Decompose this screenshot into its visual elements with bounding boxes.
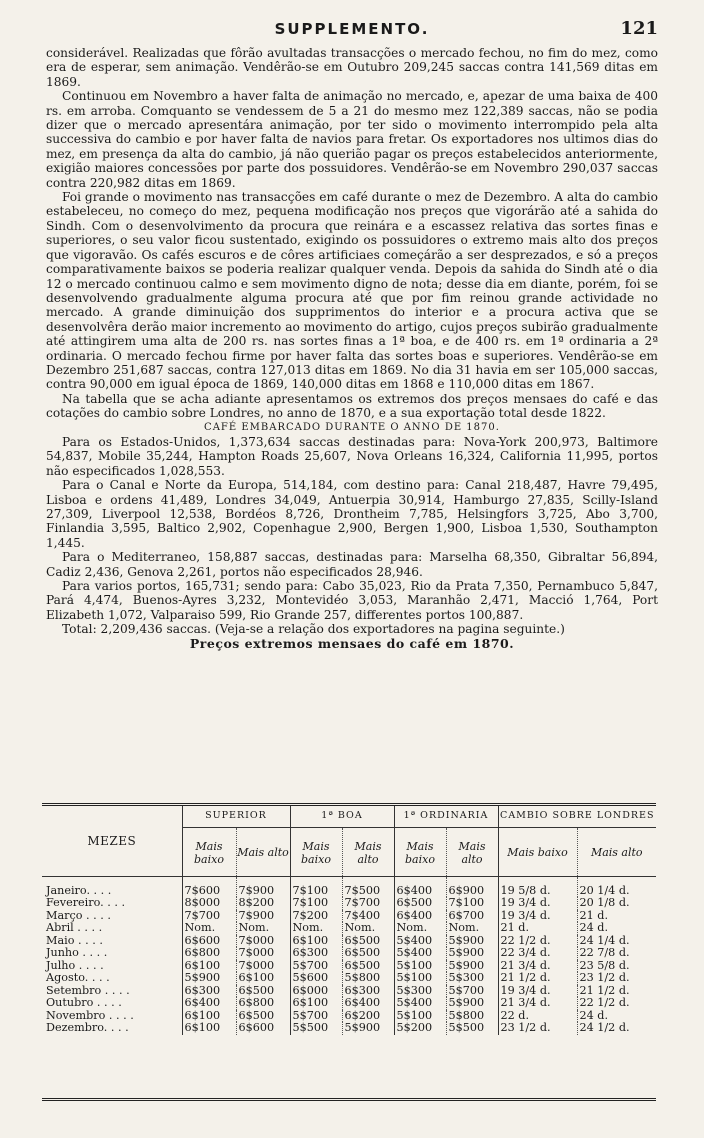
value-cell: 7$900 <box>236 910 290 923</box>
value-cell: 22 d. <box>498 1010 577 1023</box>
value-cell: 19 3/4 d. <box>498 985 577 998</box>
month-cell: Agosto. . . . <box>46 971 110 984</box>
table-title: Preços extremos mensaes do café em 1870. <box>189 635 515 651</box>
value-cell: 6$500 <box>394 897 446 910</box>
value-cell: 7$500 <box>342 876 394 897</box>
value-cell: 6$500 <box>342 947 394 960</box>
value-cell: 24 1/4 d. <box>577 935 656 948</box>
month-cell: Março . . . . <box>46 908 111 922</box>
value-cell: 7$600 <box>182 876 236 897</box>
month-cell: Junho . . . . <box>46 946 108 959</box>
value-cell: 7$700 <box>342 897 394 910</box>
value-cell: 6$100 <box>182 960 236 973</box>
value-cell: 5$300 <box>446 972 498 985</box>
value-cell: 6$500 <box>342 960 394 973</box>
value-cell: Nom. <box>236 922 290 935</box>
value-cell: Nom. <box>394 922 446 935</box>
table-row <box>42 1022 656 1035</box>
value-cell: 21 3/4 d. <box>498 997 577 1010</box>
value-cell: 22 7/8 d. <box>577 947 656 960</box>
value-cell: 6$400 <box>182 997 236 1010</box>
value-cell: Nom. <box>342 922 394 935</box>
value-cell: 21 1/2 d. <box>498 972 577 985</box>
paragraph: Foi grande o movimento nas transacções em café durante o mez de Dezembro. A alta do cambio estabeleceu, no começo do mez, pequena modificação nos preços que vigorárão até a sahida do Sindh. Com o desenvolvimento da procura que reinára e a escassez relativa das sortes finas e superiores, o seu valor ficou sustentado, exigindo os possuidores o extremo mais alto dos preços que vigoravão. Os cafés escuros e de côres artificiaes começárão a ser desprezados, e só a preços comparativamente baixos se poderia realizar qualquer venda. Depois da sahida do Sindh até o dia 12 o mercado continuou calmo e sem movimento digno de nota; desse dia em diante, porém, foi se desenvolvendo gradualmente alguma procura até que por fim reinou grande actividade no mercado. A grande diminuição dos supprimentos do interior e a procura activa que se desenvolvêra derão maior incremento ao movimento do artigo, cujos preços subirão gradualmente até attingirem uma alta de 200 rs. nas sortes finas a 1ª boa, e de 400 rs. em 1ª ordinaria a 2ª ordinaria. O mercado fechou firme por haver falta das sortes boas e superiores. Vendêrão-se em Dezembro 251,687 saccas, contra 127,013 ditas em 1869. No dia 31 havia em ser 105,000 saccas, contra 90,000 em igual época de 1869, 140,000 ditas em 1868 e 110,000 ditas em 1867. <box>46 190 658 392</box>
month-cell: Julho . . . . <box>46 958 104 972</box>
value-cell: 6$200 <box>342 1010 394 1023</box>
value-cell: 22 1/2 d. <box>577 997 656 1010</box>
month-cell: Fevereiro. . . . <box>46 896 126 909</box>
running-title: SUPPLEMENTO. <box>274 20 430 38</box>
value-cell: 8$000 <box>182 897 236 910</box>
value-cell: 5$200 <box>394 1022 446 1035</box>
body-text <box>46 46 658 651</box>
subheader-low: Mais baixo <box>394 827 446 876</box>
value-cell: Nom. <box>446 922 498 935</box>
value-cell: 22 1/2 d. <box>498 935 577 948</box>
value-cell: 5$900 <box>446 947 498 960</box>
group-header-boa: 1ª BOA <box>290 806 394 827</box>
table-row <box>42 972 656 985</box>
value-cell: 24 d. <box>577 922 656 935</box>
value-cell: 7$100 <box>290 876 342 897</box>
value-cell: 6$600 <box>236 1022 290 1035</box>
month-cell: Setembro . . . . <box>46 983 130 997</box>
value-cell: 5$100 <box>394 972 446 985</box>
value-cell: 6$600 <box>182 935 236 948</box>
value-cell: 7$100 <box>290 897 342 910</box>
section-heading: CAFÉ EMBARCADO DURANTE O ANNO DE 1870. <box>204 421 500 433</box>
value-cell: 5$500 <box>290 1022 342 1035</box>
value-cell: 5$800 <box>342 972 394 985</box>
value-cell: 6$500 <box>236 985 290 998</box>
page-number: 121 <box>620 18 658 39</box>
value-cell: 6$100 <box>182 1022 236 1035</box>
export-paragraph: Para o Mediterraneo, 158,887 saccas, destinadas para: Marselha 68,350, Gibraltar 56,894, Cadiz 2,436, Genova 2,261, portos não especificados 28,946. <box>46 550 658 579</box>
value-cell: 21 3/4 d. <box>498 960 577 973</box>
value-cell: 20 1/8 d. <box>577 897 656 910</box>
group-header-cambio: CAMBIO SOBRE LONDRES <box>498 806 656 827</box>
month-cell: Dezembro. . . . <box>46 1021 129 1034</box>
paragraph: considerável. Realizadas que fôrão avultadas transacções o mercado fechou, no fim do mez, como era de esperar, sem animação. Vendêrão-se em Outubro 209,245 saccas contra 141,569 ditas em 1869. <box>46 46 658 89</box>
group-header-superior: SUPERIOR <box>182 806 290 827</box>
value-cell: 6$000 <box>290 985 342 998</box>
month-cell: Janeiro. . . . <box>46 883 112 897</box>
export-paragraph: Para o Canal e Norte da Europa, 514,184, com destino para: Canal 218,487, Havre 79,495, Lisboa e ordens 41,489, Londres 34,049, Antuerpia 30,914, Hamburgo 27,835, Scilly-Island 27,309, Liverpool 12,538, Bordéos 8,726, Drontheim 7,785, Helsingfors 3,725, Abo 3,700, Finlandia 3,595, Baltico 2,902, Copenhague 2,900, Bergen 1,900, Lisboa 1,530, Southampton 1,445. <box>46 478 658 550</box>
value-cell: 7$000 <box>236 947 290 960</box>
value-cell: 6$800 <box>182 947 236 960</box>
value-cell: 6$700 <box>446 910 498 923</box>
value-cell: 19 3/4 d. <box>498 897 577 910</box>
value-cell: 8$200 <box>236 897 290 910</box>
value-cell: 6$100 <box>236 972 290 985</box>
value-cell: 5$100 <box>394 1010 446 1023</box>
value-cell: 24 d. <box>577 1010 656 1023</box>
price-table <box>42 806 656 1035</box>
page-header <box>46 20 658 44</box>
value-cell: 24 1/2 d. <box>577 1022 656 1035</box>
subheader-high: Mais alto <box>236 827 290 876</box>
value-cell: 5$500 <box>446 1022 498 1035</box>
table-body <box>42 876 656 1035</box>
export-paragraph: Para varios portos, 165,731; sendo para: Cabo 35,023, Rio da Prata 7,350, Pernambuco 5,847, Pará 4,474, Buenos-Ayres 3,232, Montevidéo 3,053, Maranhão 2,471, Macció 1,764, Port Elizabeth 1,072, Valparaiso 599, Rio Grande 257, differentes portos 100,887. <box>46 579 658 622</box>
table-row <box>42 922 656 935</box>
value-cell: 19 5/8 d. <box>498 876 577 897</box>
value-cell: Nom. <box>182 922 236 935</box>
column-header-months: MEZES <box>42 806 182 876</box>
value-cell: 5$900 <box>446 960 498 973</box>
value-cell: 6$500 <box>236 1010 290 1023</box>
value-cell: 7$000 <box>236 935 290 948</box>
value-cell: 5$700 <box>290 960 342 973</box>
month-cell: Abril . . . . <box>46 921 103 934</box>
value-cell: 7$700 <box>182 910 236 923</box>
value-cell: 7$000 <box>236 960 290 973</box>
value-cell: 5$700 <box>446 985 498 998</box>
value-cell: 22 3/4 d. <box>498 947 577 960</box>
subheader-low: Mais baixo <box>498 827 577 876</box>
value-cell: 6$300 <box>342 985 394 998</box>
value-cell: 5$700 <box>290 1010 342 1023</box>
paragraph: Na tabella que se acha adiante apresentamos os extremos dos preços mensaes do café e das cotações do cambio sobre Londres, no anno de 1870, e a sua exportação total desde 1822. <box>46 391 658 421</box>
value-cell: 6$900 <box>446 876 498 897</box>
value-cell: 6$100 <box>290 997 342 1010</box>
value-cell: 23 1/2 d. <box>498 1022 577 1035</box>
value-cell: 5$400 <box>394 997 446 1010</box>
value-cell: 5$900 <box>182 972 236 985</box>
value-cell: 6$400 <box>394 876 446 897</box>
table-row <box>42 897 656 910</box>
subheader-low: Mais baixo <box>290 827 342 876</box>
value-cell: 5$900 <box>446 997 498 1010</box>
subheader-low: Mais baixo <box>182 827 236 876</box>
value-cell: 6$500 <box>342 935 394 948</box>
value-cell: 23 5/8 d. <box>577 960 656 973</box>
export-paragraph: Para os Estados-Unidos, 1,373,634 saccas destinadas para: Nova-York 200,973, Baltimore 54,837, Mobile 35,244, Hampton Roads 25,607, Nova Orleans 16,324, California 11,995, portos não especificados 1,028,553. <box>46 434 658 478</box>
value-cell: 21 1/2 d. <box>577 985 656 998</box>
value-cell: 23 1/2 d. <box>577 972 656 985</box>
subheader-high: Mais alto <box>342 827 394 876</box>
month-cell: Maio . . . . <box>46 933 103 947</box>
value-cell: 6$300 <box>182 985 236 998</box>
value-cell: 5$400 <box>394 947 446 960</box>
subheader-high: Mais alto <box>577 827 656 876</box>
subheader-high: Mais alto <box>446 827 498 876</box>
value-cell: 6$800 <box>236 997 290 1010</box>
value-cell: 7$900 <box>236 876 290 897</box>
value-cell: 5$100 <box>394 960 446 973</box>
value-cell: 20 1/4 d. <box>577 876 656 897</box>
month-cell: Novembro . . . . <box>46 1008 134 1022</box>
paragraph: Continuou em Novembro a haver falta de animação no mercado, e, apezar de uma baixa de 400 rs. em arroba. Comquanto se vendessem de 5 a 21 do mesmo mez 122,389 saccas, não se podia dizer que o mercado apresentára animação, por ter sido o movimento interrompido pela alta successiva do cambio e por haver falta de navios para fretar. Os exportadores nos ultimos dias do mez, em presença da alta do cambio, já não querião pagar os preços estabelecidos anteriormente, exigião maiores concessões por parte dos possuidores. Vendêrão-se em Novembro 290,037 saccas contra 220,982 ditas em 1869. <box>46 89 658 190</box>
table-row <box>42 997 656 1010</box>
table-row <box>42 876 656 897</box>
value-cell: 6$300 <box>290 947 342 960</box>
value-cell: 6$400 <box>342 997 394 1010</box>
value-cell: 7$400 <box>342 910 394 923</box>
value-cell: 21 d. <box>577 910 656 923</box>
table-row <box>42 947 656 960</box>
price-table-frame <box>42 803 656 1101</box>
value-cell: 5$800 <box>446 1010 498 1023</box>
value-cell: 5$900 <box>342 1022 394 1035</box>
value-cell: 7$200 <box>290 910 342 923</box>
value-cell: 7$100 <box>446 897 498 910</box>
group-header-ordinaria: 1ª ORDINARIA <box>394 806 498 827</box>
value-cell: 5$900 <box>446 935 498 948</box>
month-cell: Outubro . . . . <box>46 996 122 1009</box>
value-cell: Nom. <box>290 922 342 935</box>
value-cell: 6$100 <box>182 1010 236 1023</box>
value-cell: 19 3/4 d. <box>498 910 577 923</box>
export-total: Total: 2,209,436 saccas. (Veja-se a relação dos exportadores na pagina seguinte.) <box>62 622 565 637</box>
value-cell: 21 d. <box>498 922 577 935</box>
value-cell: 6$100 <box>290 935 342 948</box>
value-cell: 5$600 <box>290 972 342 985</box>
value-cell: 5$300 <box>394 985 446 998</box>
value-cell: 5$400 <box>394 935 446 948</box>
value-cell: 6$400 <box>394 910 446 923</box>
